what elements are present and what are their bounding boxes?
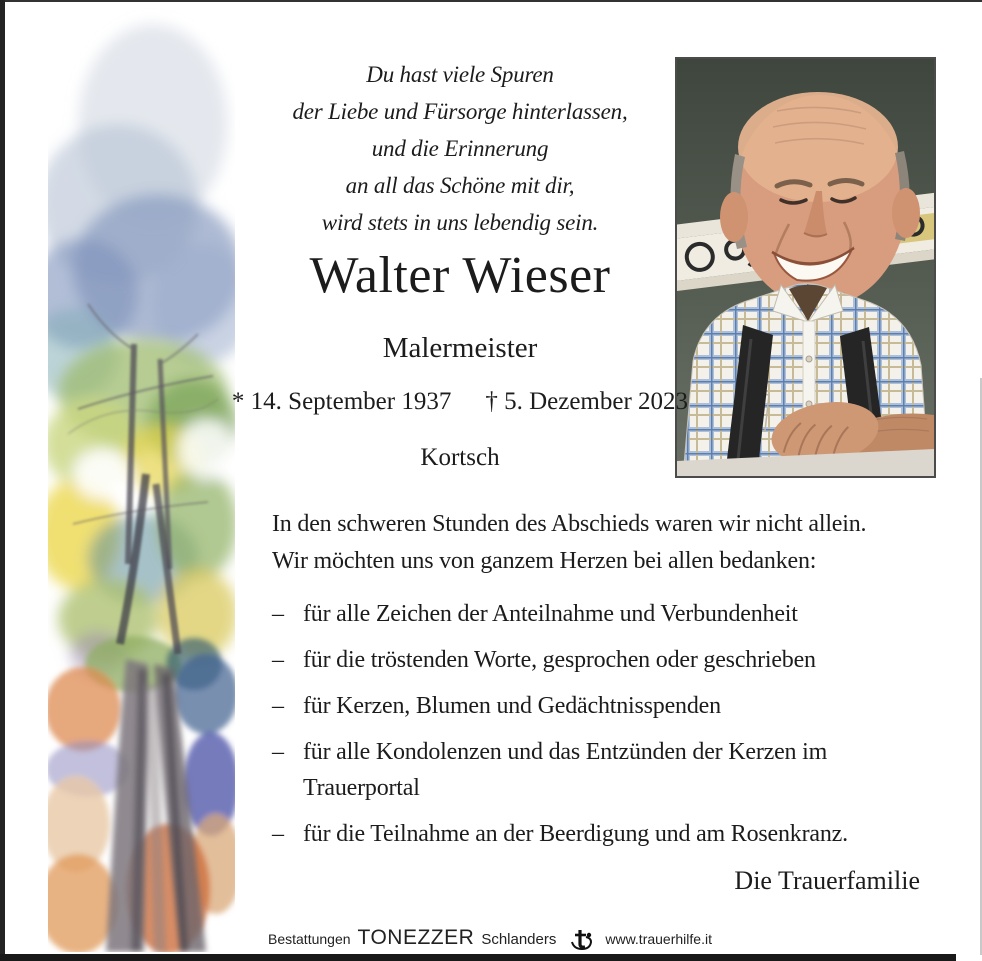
poem-line: der Liebe und Fürsorge hinterlassen,	[292, 99, 628, 124]
poem-line: an all das Schöne mit dir,	[345, 173, 575, 198]
thanks-item	[272, 596, 943, 632]
home-place: Kortsch	[420, 444, 500, 471]
poem-line: Du hast viele Spuren	[366, 62, 554, 87]
thanks-intro-line: Wir möchten uns von ganzem Herzen bei allen bedanken:	[272, 548, 817, 574]
thanks-item-text: für die tröstenden Worte, gesprochen oder geschrieben	[303, 647, 816, 673]
footer-city: Schlanders	[481, 931, 557, 948]
deceased-profession: Malermeister	[382, 332, 538, 364]
thanks-item	[272, 642, 943, 678]
thanks-item-text: für alle Zeichen der Anteilnahme und Verbundenheit	[303, 601, 798, 627]
footer	[268, 926, 712, 953]
footer-prefix: Bestattungen	[268, 931, 351, 947]
thanks-item	[272, 688, 943, 724]
deceased-name: Walter Wieser	[309, 247, 611, 304]
life-dates	[150, 388, 770, 416]
thanks-item	[272, 816, 943, 852]
scan-edge-bottom	[0, 954, 956, 961]
bullet-dash: –	[272, 821, 284, 847]
thanks-item	[272, 734, 943, 806]
scan-edge-top	[0, 0, 982, 2]
family-signature: Die Trauerfamilie	[734, 866, 920, 895]
bullet-dash: –	[272, 601, 284, 627]
thanks-intro	[272, 506, 866, 580]
thanks-intro-line: In den schweren Stunden des Abschieds waren wir nicht allein.	[272, 511, 867, 537]
thanks-list	[272, 596, 943, 862]
scan-edge-left	[0, 0, 5, 961]
thanks-item-text: für die Teilnahme an der Beerdigung und am Rosenkranz.	[303, 821, 848, 847]
poem-line: wird stets in uns lebendig sein.	[321, 210, 599, 235]
death-date: † 5. Dezember 2023	[485, 388, 689, 415]
birth-date: * 14. September 1937	[231, 388, 452, 415]
poem-line: und die Erinnerung	[371, 136, 549, 161]
bullet-dash: –	[272, 693, 284, 719]
thanks-item-text: für Kerzen, Blumen und Gedächtnisspenden	[303, 693, 721, 719]
bullet-dash: –	[272, 647, 284, 673]
footer-website: www.trauerhilfe.it	[605, 931, 712, 947]
trauerhilfe-logo-icon	[570, 929, 594, 956]
footer-brand: TONEZZER	[357, 926, 475, 949]
thanks-item-text: für alle Kondolenzen und das Entzünden der Kerzen im Trauerportal	[303, 739, 828, 801]
bullet-dash: –	[272, 739, 284, 765]
